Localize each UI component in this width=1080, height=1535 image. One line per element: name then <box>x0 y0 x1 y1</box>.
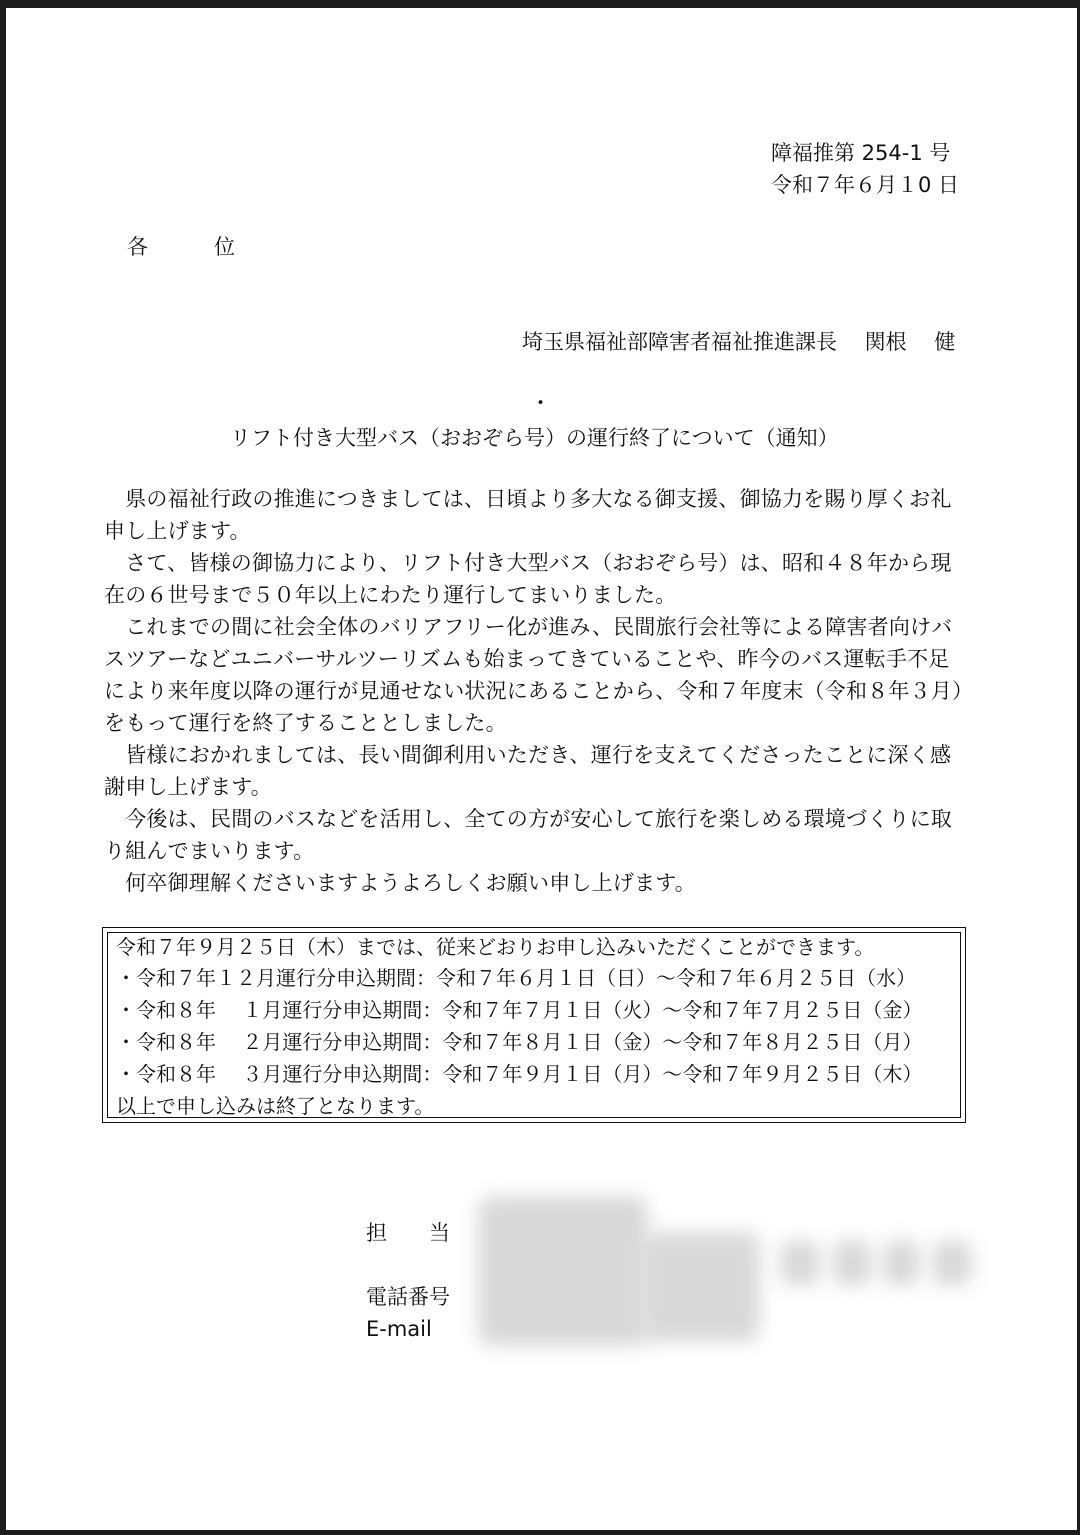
notice-line: ・令和８年 ２月運行分申込期間：令和７年８月１日（金）～令和７年８月２５日（月） <box>116 1030 923 1054</box>
document-date: 令和７年６月１0 日 <box>771 173 960 197</box>
body-line: 皆様におかれましては、長い間御利用いただき、運行を支えてくださったことに深く感 <box>104 743 952 767</box>
body-line: さて、皆様の御協力により、リフト付き大型バス（おおぞら号）は、昭和４８年から現 <box>104 551 952 575</box>
notice-line: ・令和７年１２月運行分申込期間：令和７年６月１日（日）～令和７年６月２５日（水） <box>116 966 916 990</box>
document-title: リフト付き大型バス（おおぞら号）の運行終了について（通知） <box>230 426 839 450</box>
body-line: 何卒御理解くださいますようよろしくお願い申し上げます。 <box>104 871 696 895</box>
notice-line: ・令和８年 ３月運行分申込期間：令和７年９月１日（月）～令和７年９月２５日（木） <box>116 1062 923 1086</box>
body-line: り組んでまいります。 <box>104 839 315 863</box>
notice-line: 令和７年９月２５日（木）までは、従来どおりお申し込みいただくことができます。 <box>116 935 875 959</box>
document-number: 障福推第 254-1 号 <box>771 141 951 165</box>
sender: 埼玉県福祉部障害者福祉推進課長 関根 健 <box>522 330 956 354</box>
body-line: これまでの間に社会全体のバリアフリー化が進み、民間旅行会社等による障害者向けバ <box>104 615 953 639</box>
notice-line: ・令和８年 １月運行分申込期間：令和７年７月１日（火）～令和７年７月２５日（金） <box>116 998 923 1022</box>
notice-box-inner-border <box>107 932 961 1118</box>
body-line: 今後は、民間のバスなどを活用し、全ての方が安心して旅行を楽しめる環境づくりに取 <box>104 807 952 831</box>
body-line: をもって運行を終了することとしました。 <box>104 711 507 735</box>
contact-email-label: E-mail <box>366 1317 432 1341</box>
body-line: 県の福祉行政の推進につきましては、日頃より多大なる御支援、御協力を賜り厚くお礼 <box>104 487 952 511</box>
contact-phone-label: 電話番号 <box>366 1285 450 1309</box>
body-line: 在の６世号まで５０年以上にわたり運行してまいりました。 <box>104 583 677 607</box>
addressee: 各 位 <box>127 235 243 259</box>
separator-dot: ・ <box>530 391 551 415</box>
contact-person-label: 担 当 <box>366 1221 450 1245</box>
body-line: スツアーなどユニバーサルツーリズムも始まってきていることや、昨今のバス運転手不足 <box>104 647 950 671</box>
body-line: 申し上げます。 <box>104 519 251 543</box>
body-line: 謝申し上げます。 <box>104 775 272 799</box>
body-line: により来年度以降の運行が見通せない状況にあることから、令和７年度末（令和８年３月） <box>104 679 974 703</box>
notice-line: 以上で申し込みは終了となります。 <box>116 1094 435 1118</box>
